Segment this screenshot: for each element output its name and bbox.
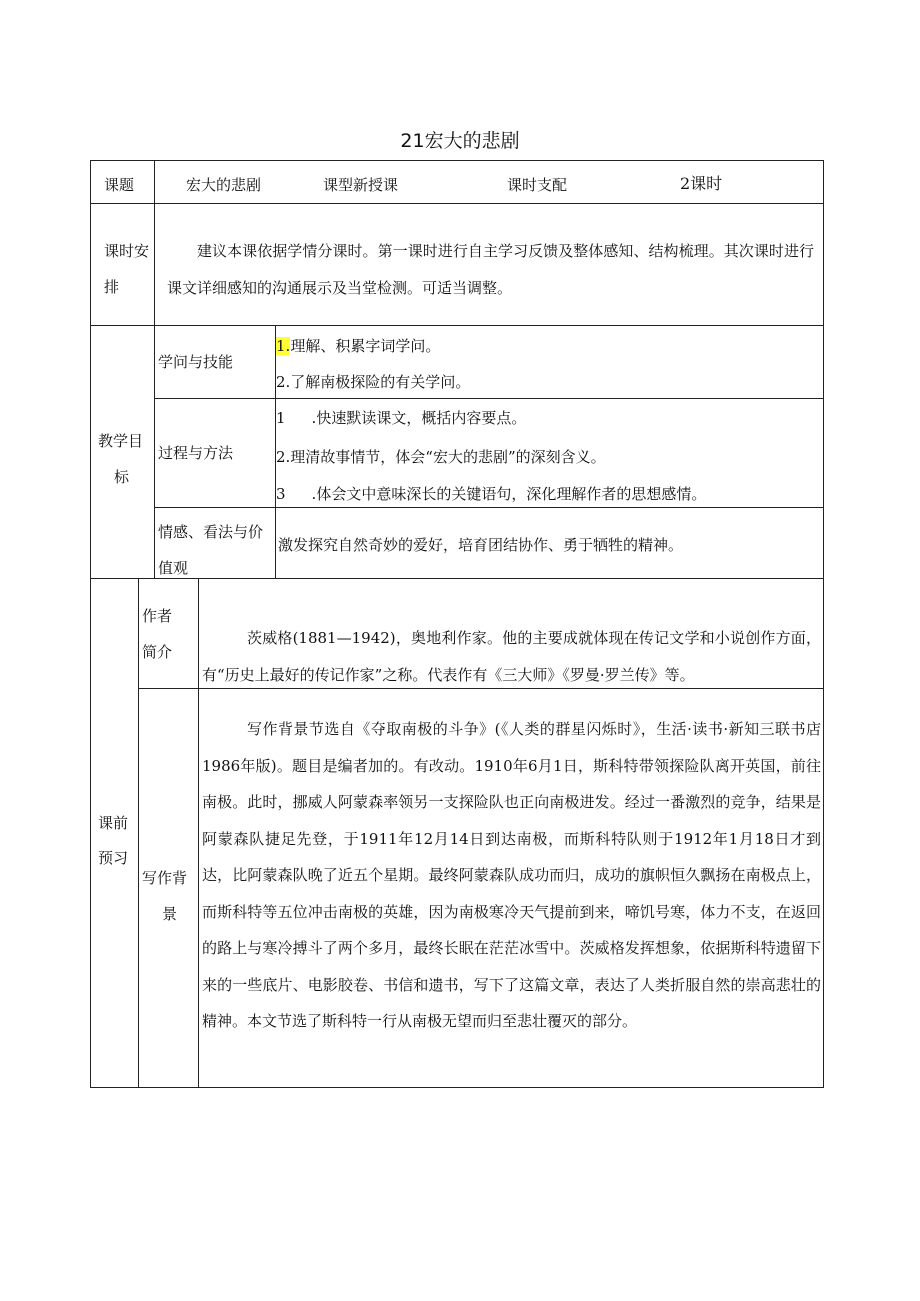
author-text: 茨威格(1881—1942)，奥地利作家。他的主要成就体现在传记文学和小说创作方面，有“历史上最好的传记作家”之称。代表作有《三大师》《罗曼·罗兰传》等。 xyxy=(202,629,821,684)
process-item-3: 3 .体会文中意味深长的关键语句，深化理解作者的思想感情。 xyxy=(276,485,707,503)
emotion-text: 激发探究自然奇妙的爱好，培育团结协作、勇于牺牲的精神。 xyxy=(278,536,684,554)
process-item-1: 1 .快速默读课文，概括内容要点。 xyxy=(276,409,527,427)
col-divider xyxy=(138,578,139,1088)
col-divider xyxy=(198,578,199,1088)
goal-divider xyxy=(154,398,824,399)
schedule-label-2: 排 xyxy=(104,278,120,296)
row-divider xyxy=(90,325,824,326)
row-divider xyxy=(90,203,824,204)
background-text: 写作背景节选自《夺取南极的斗争》(《人类的群星闪烁时》，生活·读书·新知三联书店1986年版)。题目是编者加的。有改动。1910年6月1日，斯科特带领探险队离开英国，前往南极。此时，挪威人阿蒙森率领另一支探险队也正向南极进发。经过一番激烈的竞争，结果是阿蒙森队捷足先登，于1911年12月14日到达南极，而斯科特队则于1912年1月18日才到达，比阿蒙森队晚了近五个星期。最终阿蒙森队成功而归，成功的旗帜恒久飘扬在南极点上，而斯科特等五位冲击南极的英雄，因为南极寒冷天气提前到来，啼饥号寒，体力不支，在返回的路上与寒冷搏斗了两个多月，最终长眠在茫茫冰雪中。茨威格发挥想象，依据斯科特遗留下来的一些底片、电影胶卷、书信和遗书，写下了这篇文章，表达了人类折服自然的崇高悲壮的精神。本文节选了斯科特一行从南极无望而归至悲壮覆灭的部分。 xyxy=(202,720,821,1030)
knowledge-item-2: 2.了解南极探险的有关学问。 xyxy=(276,373,471,391)
knowledge-label: 学问与技能 xyxy=(158,353,234,371)
emotion-label: 情感、看法与价 xyxy=(158,523,264,541)
background-label: 写作背 xyxy=(142,869,188,887)
document-title: 21宏大的悲剧 xyxy=(400,130,520,152)
topic-label: 课题 xyxy=(104,176,135,194)
hours-value: 2课时 xyxy=(680,174,723,193)
process-item-2: 2.理清故事情节，体会“宏大的悲剧”的深刻含义。 xyxy=(276,448,606,466)
highlight-marker: 1. xyxy=(276,337,291,355)
row-divider xyxy=(90,578,824,579)
background-label-2: 景 xyxy=(162,905,178,923)
emotion-label-2: 值观 xyxy=(158,559,189,577)
schedule-text: 建议本课依据学情分课时。第一课时进行自主学习反馈及整体感知、结构梳理。其次课时进行课文详细感知的沟通展示及当堂检测。可适当调整。 xyxy=(167,242,814,297)
author-label: 作者 xyxy=(142,607,173,625)
schedule-label: 课时安 xyxy=(104,242,150,260)
preview-label-2: 预习 xyxy=(98,849,129,867)
goals-label-2: 标 xyxy=(114,468,130,486)
goals-label: 教学目 xyxy=(98,432,144,450)
author-label-2: 简介 xyxy=(142,643,173,661)
hours-label: 课时支配 xyxy=(507,176,568,194)
process-label: 过程与方法 xyxy=(158,444,234,462)
topic-value: 宏大的悲剧 xyxy=(186,176,262,194)
lesson-type: 课型新授课 xyxy=(323,176,399,194)
col-divider xyxy=(154,160,155,578)
goal-divider xyxy=(154,507,824,508)
preview-label: 课前 xyxy=(98,814,129,832)
knowledge-item-1: 1.理解、积累字词学问。 xyxy=(276,337,441,355)
